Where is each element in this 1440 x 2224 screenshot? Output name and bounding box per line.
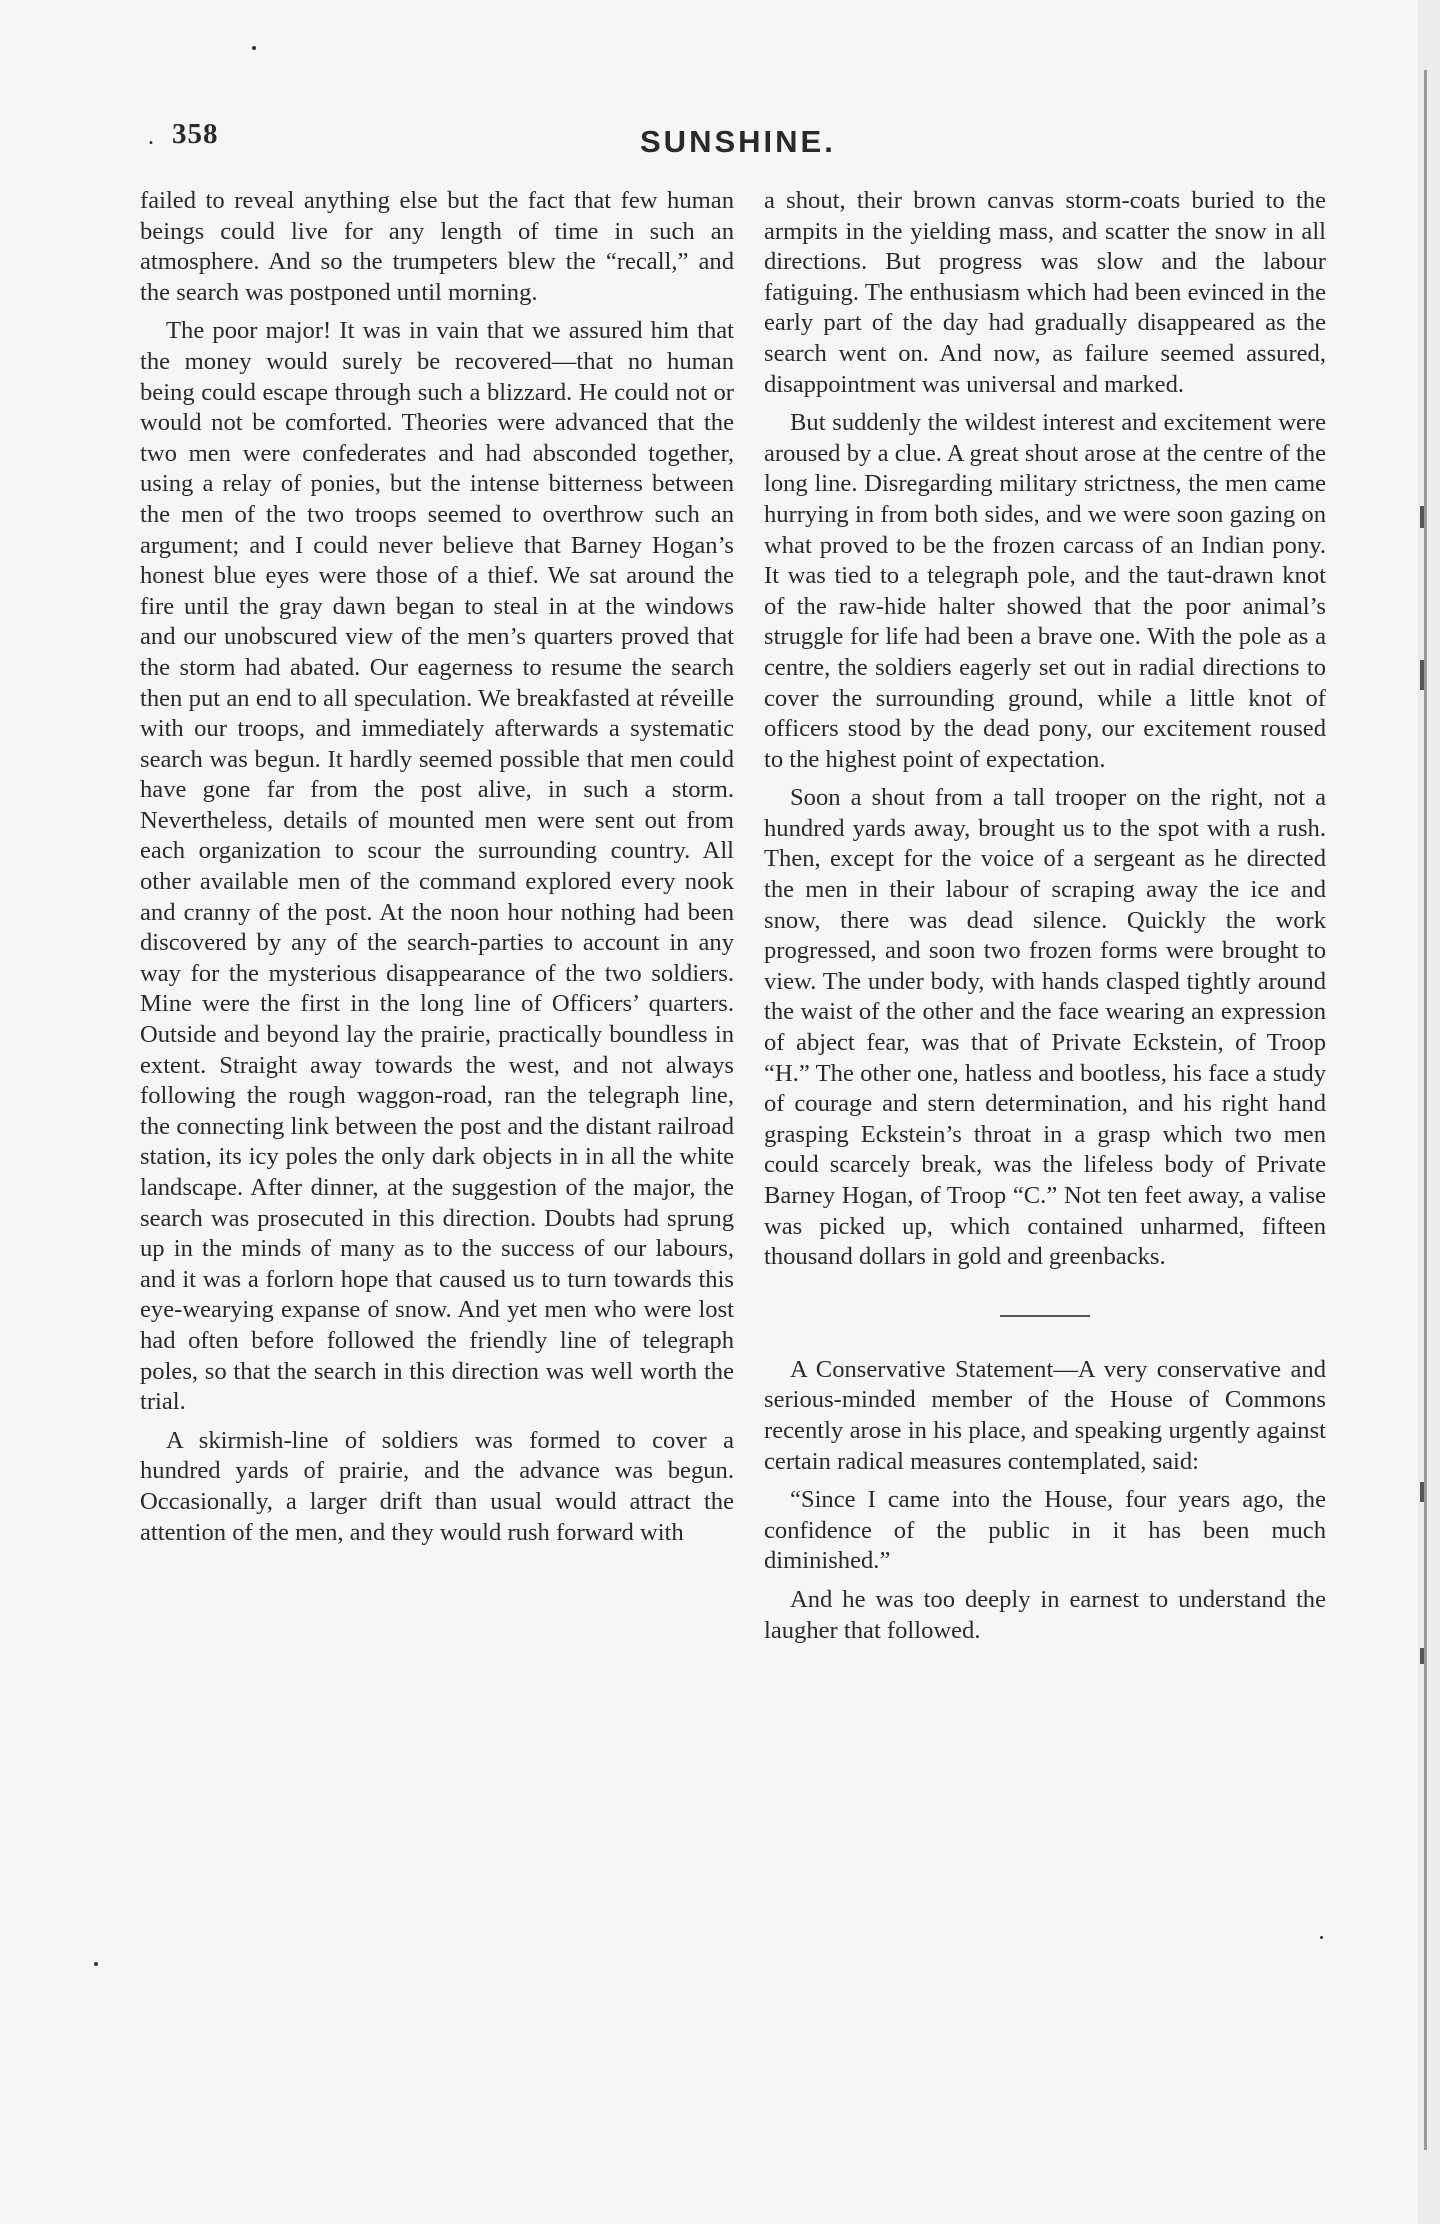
paragraph: a shout, their brown canvas storm-coats buried to the armpits in the yielding mass, and scatter the snow in all directions. But progress was slow and the labour fatiguing. The enthusiasm which had been evinced in the early part of the day had gradually disappeared as the search went on. And now, as failure seemed assured, disappointment was universal and marked. <box>764 187 1326 398</box>
paragraph: A skirmish-line of soldiers was formed to cover a hundred yards of prairie, and the advance was begun. Occasionally, a larger drift than usual would attract the attention of the men, and they would rush forward with <box>140 1426 734 1546</box>
header-dot: . <box>148 124 154 150</box>
page-edge <box>1418 0 1440 2224</box>
anecdote-paragraph: A Conservative Statement—A very conservative and serious-minded member of the House of Commons recently arose in his place, and speaking urgently against certain radical measures contemplated, said: <box>764 1355 1326 1475</box>
anecdote-quote: “Since I came into the House, four years ago, the confidence of the public in it has been much diminished.” <box>764 1486 1326 1575</box>
right-column <box>764 186 1326 1654</box>
paragraph: failed to reveal anything else but the fact that few human beings could live for any length of time in such an atmosphere. And so the trumpeters blew the “recall,” and the search was postponed until morning. <box>140 187 734 306</box>
paragraph: But suddenly the wildest interest and excitement were aroused by a clue. A great shout arose at the centre of the long line. Disregarding military strictness, the men came hurrying in from both sides, and we were soon gazing on what proved to be the frozen carcass of an Indian pony. It was tied to a telegraph pole, and the taut-drawn knot of the raw-hide halter showed that the poor animal’s struggle for life had been a brave one. With the pole as a centre, the soldiers eagerly set out in radial directions to cover the surrounding ground, while a little knot of officers stood by the dead pony, our excitement roused to the highest point of expectation. <box>764 409 1326 773</box>
section-separator <box>1000 1315 1090 1317</box>
running-head: SUNSHINE. <box>640 124 836 159</box>
print-speck <box>94 1962 98 1966</box>
page-header <box>148 118 1260 168</box>
paragraph: The poor major! It was in vain that we assured him that the money would surely be recovered—that no human being could escape through such a blizzard. He could not or would not be comforted. Theories were advanced that the two men were confederates and had absconded together, using a relay of ponies, but the intense bitterness between the men of the two troops seemed to overthrow such an argument; and I could never believe that Barney Hogan’s honest blue eyes were those of a thief. We sat around the fire until the gray dawn began to steal in at the windows and our unobscured view of the men’s quarters proved that the storm had abated. Our eagerness to resume the search then put an end to all speculation. We breakfasted at réveille with our troops, and immediately afterwards a systematic search was begun. It hardly seemed possible that men could have gone far from the post alive, in such a storm. Nevertheless, details of mounted men were sent out from each organization to scour the surrounding country. All other available men of the command explored every nook and cranny of the post. At the noon hour nothing had been discovered by any of the search-parties to account in any way for the mysterious disappearance of the two soldiers. Mine were the first in the long line of Officers’ quarters. Outside and beyond lay the prairie, practically boundless in extent. Straight away towards the west, and not always following the rough waggon-road, ran the telegraph line, the connecting link between the post and the distant railroad station, its icy poles the only dark objects in in all the white landscape. After dinner, at the suggestion of the major, the search was prosecuted in this direction. Doubts had sprung up in the minds of many as to the success of our labours, and it was a forlorn hope that caused us to turn towards this eye-wearying expanse of snow. And yet men who were lost had often before followed the friendly line of telegraph poles, so that the search in this direction was well worth the trial. <box>140 317 734 1416</box>
anecdote-paragraph: And he was too deeply in earnest to understand the laugher that followed. <box>764 1585 1326 1644</box>
edge-mark <box>1420 1648 1424 1664</box>
edge-mark <box>1420 1482 1424 1502</box>
page-number: 358 <box>172 118 219 150</box>
paragraph: Soon a shout from a tall trooper on the right, not a hundred yards away, brought us to the spot with a rush. Then, except for the voice of a sergeant as he directed the men in their labour of scraping away the ice and snow, there was dead silence. Quickly the work progressed, and soon two frozen forms were brought to view. The under body, with hands clasped tightly around the waist of the other and the face wearing an expression of abject fear, was that of Private Eckstein, of Troop “H.” The other one, hatless and bootless, his face a study of courage and stern determination, and his right hand grasping Eckstein’s throat in a grasp which two men could scarcely break, was the lifeless body of Private Barney Hogan, of Troop “C.” Not ten feet away, a valise was picked up, which contained unharmed, fifteen thousand dollars in gold and greenbacks. <box>764 784 1326 1271</box>
edge-mark <box>1420 660 1424 690</box>
left-column <box>140 186 734 1556</box>
print-speck <box>252 46 256 50</box>
print-speck <box>1320 1936 1323 1939</box>
binding-rule <box>1424 70 1427 2150</box>
edge-mark <box>1420 506 1424 528</box>
